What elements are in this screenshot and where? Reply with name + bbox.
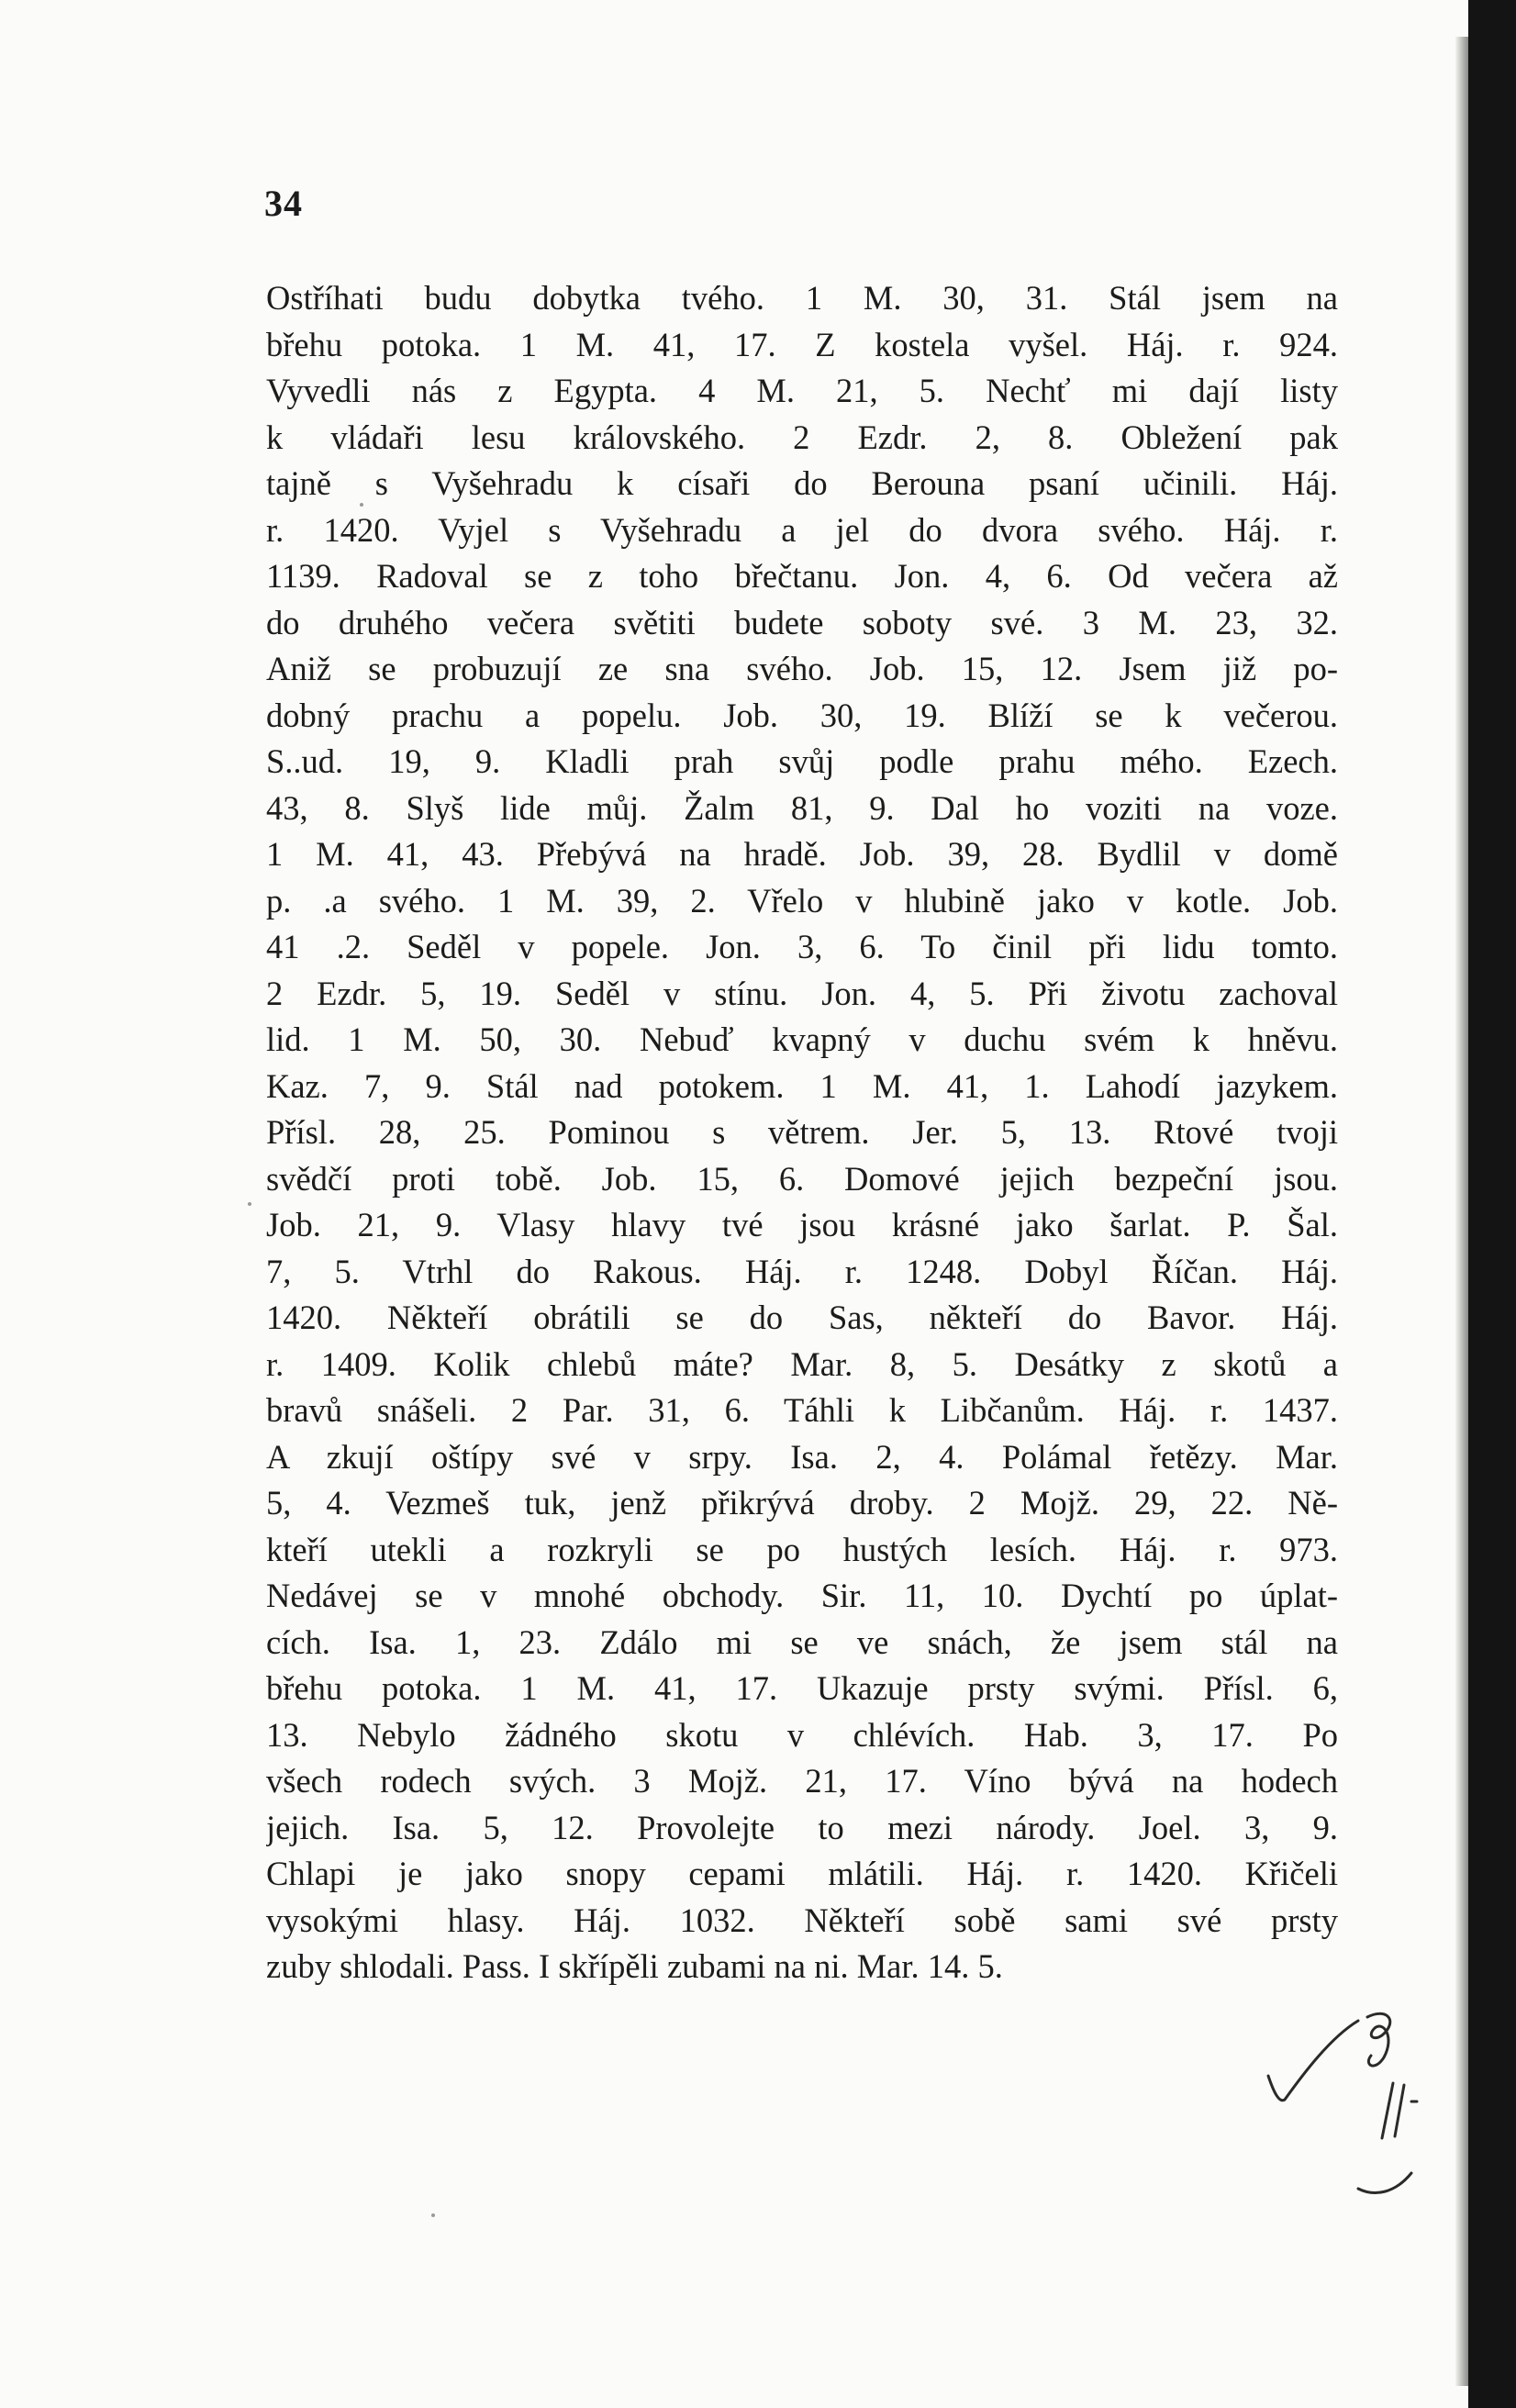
text-line: jejich. Isa. 5, 12. Provolejte to mezi národy. Joel. 3, 9. [266, 1808, 1338, 1846]
text-line: 1139. Radoval se z toho břečtanu. Jon. 4, 6. Od večera až [266, 557, 1338, 595]
body-text [266, 275, 1338, 1990]
text-line: do druhého večera světiti budete soboty své. 3 M. 23, 32. [266, 603, 1338, 641]
text-line: Přísl. 28, 25. Pominou s větrem. Jer. 5, 13. Rtové tvoji [266, 1113, 1338, 1151]
text-line: všech rodech svých. 3 Mojž. 21, 17. Víno bývá na hodech [266, 1762, 1338, 1800]
text-line: 7, 5. Vtrhl do Rakous. Háj. r. 1248. Dobyl Říčan. Háj. [266, 1252, 1338, 1290]
page-number: 34 [264, 183, 303, 224]
text-line: kteří utekli a rozkryli se po hustých lesích. Háj. r. 973. [266, 1530, 1338, 1568]
text-line: p. .a svého. 1 M. 39, 2. Vřelo v hlubině jako v kotle. Job. [266, 881, 1338, 920]
text-line: A zkují oštípy své v srpy. Isa. 2, 4. Polámal řetězy. Mar. [266, 1437, 1338, 1476]
text-line: břehu potoka. 1 M. 41, 17. Ukazuje prsty svými. Přísl. 6, [266, 1669, 1338, 1707]
text-line: cích. Isa. 1, 23. Zdálo mi se ve snách, že jsem stál na [266, 1622, 1338, 1661]
text-line: tajně s Vyšehradu k císaři do Berouna psaní učinili. Háj. [266, 464, 1338, 502]
binding-shadow [1468, 0, 1516, 2408]
text-line: Ostříhati budu dobytka tvého. 1 M. 30, 31. Stál jsem na [266, 279, 1338, 317]
text-line: lid. 1 M. 50, 30. Nebuď kvapný v duchu svém k hněvu. [266, 1020, 1338, 1058]
text-line: k vládaři lesu královského. 2 Ezdr. 2, 8. Obležení pak [266, 418, 1338, 456]
text-line: vysokými hlasy. Háj. 1032. Někteří sobě sami své prsty [266, 1901, 1338, 1939]
text-line: r. 1409. Kolik chlebů máte? Mar. 8, 5. Desátky z skotů a [266, 1344, 1338, 1383]
text-line: Kaz. 7, 9. Stál nad potokem. 1 M. 41, 1. Lahodí jazykem. [266, 1066, 1338, 1105]
text-line: svědčí proti tobě. Job. 15, 6. Domové jejich bezpeční jsou. [266, 1159, 1338, 1198]
text-line: bravů snášeli. 2 Par. 31, 6. Táhli k Libčanům. Háj. r. 1437. [266, 1391, 1338, 1429]
text-line: 2 Ezdr. 5, 19. Seděl v stínu. Jon. 4, 5. Při životu zachoval [266, 974, 1338, 1012]
text-line: 43, 8. Slyš lide můj. Žalm 81, 9. Dal ho voziti na voze. [266, 788, 1338, 827]
text-line: břehu potoka. 1 M. 41, 17. Z kostela vyšel. Háj. r. 924. [266, 325, 1338, 363]
text-line: 5, 4. Vezmeš tuk, jenž přikrývá droby. 2 Mojž. 29, 22. Ně- [266, 1484, 1338, 1522]
text-line: S..ud. 19, 9. Kladli prah svůj podle prahu mého. Ezech. [266, 742, 1338, 780]
text-line: Chlapi je jako snopy cepami mlátili. Háj. r. 1420. Křičeli [266, 1855, 1338, 1892]
text-line: Aniž se probuzují ze sna svého. Job. 15, 12. Jsem již po- [266, 650, 1338, 687]
paper-speck [431, 2213, 435, 2217]
text-line: Nedávej se v mnohé obchody. Sir. 11, 10. Dychtí po úplat- [266, 1577, 1338, 1614]
text-line: r. 1420. Vyjel s Vyšehradu a jel do dvora svého. Háj. r. [266, 510, 1338, 549]
text-line: dobný prachu a popelu. Job. 30, 19. Blíží se k večerou. [266, 696, 1338, 734]
text-line: 1420. Někteří obrátili se do Sas, někteří do Bavor. Háj. [266, 1299, 1338, 1336]
text-line: 13. Nebylo žádného skotu v chlévích. Hab. 3, 17. Po [266, 1715, 1338, 1754]
text-line: zuby shlodali. Pass. I skřípěli zubami na ni. Mar. 14. 5. [266, 1947, 1003, 1985]
text-line: 41 .2. Seděl v popele. Jon. 3, 6. To činil při lidu tomto. [266, 928, 1338, 965]
text-line: 1 M. 41, 43. Přebývá na hradě. Job. 39, 28. Bydlil v domě [266, 835, 1338, 873]
text-line: Job. 21, 9. Vlasy hlavy tvé jsou krásné jako šarlat. P. Šal. [266, 1206, 1338, 1243]
paper-speck [248, 1202, 251, 1206]
text-line: Vyvedli nás z Egypta. 4 M. 21, 5. Nechť mi dají listy [266, 372, 1338, 409]
handwritten-pencil-mark [1248, 2001, 1432, 2221]
page-edge-shadow [1455, 37, 1468, 2386]
